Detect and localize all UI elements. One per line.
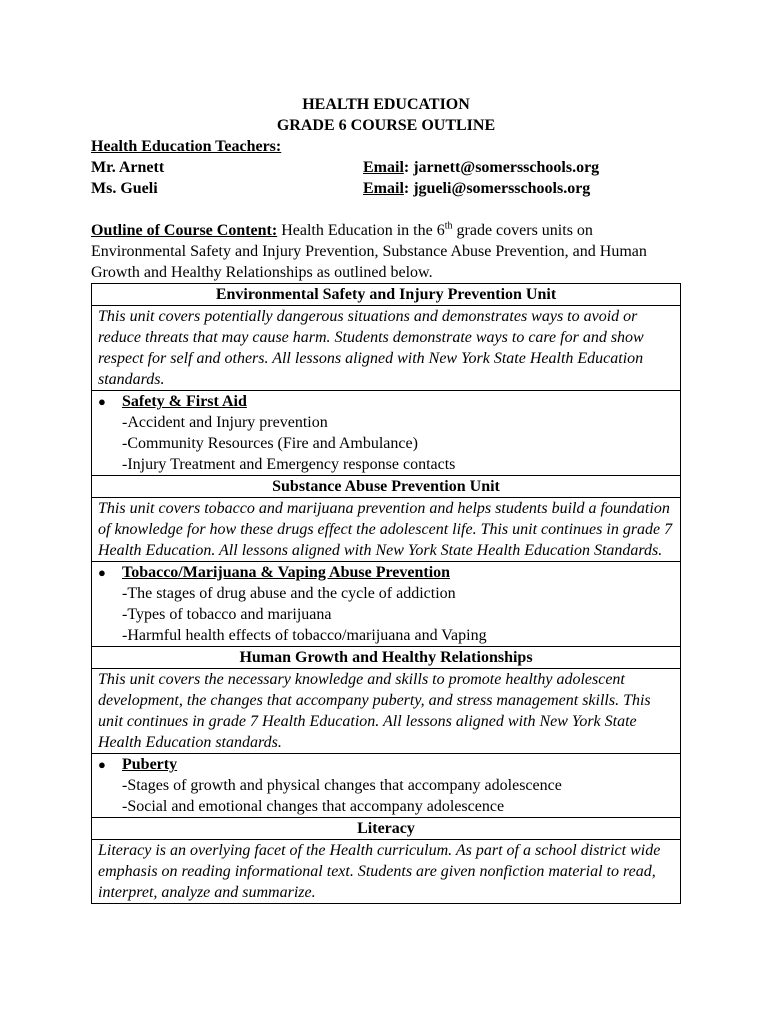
- teacher-email[interactable]: : jgueli@somersschools.org: [403, 180, 591, 197]
- unit-title: Human Growth and Healthy Relationships: [92, 647, 681, 669]
- unit-title: Substance Abuse Prevention Unit: [92, 476, 681, 498]
- topic-title: Tobacco/Marijuana & Vaping Abuse Prevention: [122, 564, 451, 581]
- unit-description: This unit covers the necessary knowledge and skills to promote healthy adolescent development, the changes that accompany puberty, and stress management skills. This unit continues in grade 7 Health Education. All lessons aligned with New York State Health Education standards.: [92, 669, 681, 754]
- document-page: [91, 94, 681, 904]
- topic-item: -Stages of growth and physical changes that accompany adolescence: [122, 777, 562, 794]
- teacher-email-line: [363, 157, 599, 178]
- table-row: [92, 498, 681, 562]
- unit-topics: [92, 754, 681, 818]
- outline-text-b: grade covers units on Environmental Safety and Injury Prevention, Substance Abuse Prevention, and Human Growth and Healthy Relationships as outlined below.: [91, 222, 647, 281]
- outline-text-a: Health Education in the 6: [277, 222, 445, 239]
- bullet-icon: ●: [98, 565, 106, 580]
- table-row: [92, 754, 681, 818]
- topic-bullet-line: [98, 391, 674, 412]
- teacher-email-line: [363, 178, 590, 199]
- table-row: [92, 669, 681, 754]
- teachers-heading: Health Education Teachers:: [91, 138, 282, 155]
- topic-bullet-line: [98, 754, 674, 775]
- unit-description: Literacy is an overlying facet of the Health curriculum. As part of a school district wide emphasis on reading informational text. Students are given nonfiction material to read, interpret, analyze and summarize.: [92, 840, 681, 904]
- unit-description: This unit covers tobacco and marijuana prevention and helps students build a foundation of knowledge for how these drugs effect the adolescent life. This unit continues in grade 7 Health Education. All lessons aligned with New York State Health Education Standards.: [92, 498, 681, 562]
- course-outline-intro: [91, 220, 681, 283]
- unit-topics: [92, 391, 681, 476]
- table-row: [92, 562, 681, 647]
- topic-item: -Community Resources (Fire and Ambulance): [122, 435, 418, 452]
- teacher-row: [91, 157, 681, 178]
- email-label: Email: [363, 159, 404, 176]
- teacher-name: Ms. Gueli: [91, 180, 158, 197]
- table-row: [92, 284, 681, 306]
- topic-item: -Social and emotional changes that accompany adolescence: [122, 798, 505, 815]
- table-row: [92, 476, 681, 498]
- outline-superscript: th: [444, 220, 453, 232]
- document-title: HEALTH EDUCATION: [302, 96, 470, 113]
- unit-topics: [92, 562, 681, 647]
- unit-description: This unit covers potentially dangerous situations and demonstrates ways to avoid or reduce threats that may cause harm. Students demonstrate ways to care for and show respect for self and others. All lessons aligned with New York State Health Education standards.: [92, 306, 681, 391]
- table-row: [92, 818, 681, 840]
- bullet-icon: ●: [98, 394, 106, 409]
- table-row: [92, 647, 681, 669]
- topic-title: Puberty: [122, 756, 178, 773]
- unit-title: Environmental Safety and Injury Prevention Unit: [92, 284, 681, 306]
- table-row: [92, 840, 681, 904]
- topic-item: -Harmful health effects of tobacco/marijuana and Vaping: [122, 627, 487, 644]
- email-label: Email: [363, 180, 404, 197]
- teacher-email[interactable]: : jarnett@somersschools.org: [403, 159, 600, 176]
- topic-title: Safety & First Aid: [122, 393, 247, 410]
- topic-item: -Injury Treatment and Emergency response contacts: [122, 456, 456, 473]
- teacher-name: Mr. Arnett: [91, 159, 165, 176]
- topic-bullet-line: [98, 562, 674, 583]
- table-row: [92, 306, 681, 391]
- outline-label: Outline of Course Content:: [91, 222, 278, 239]
- topic-item: -Types of tobacco and marijuana: [122, 606, 332, 623]
- bullet-icon: ●: [98, 757, 106, 772]
- topic-item: -Accident and Injury prevention: [122, 414, 328, 431]
- teacher-row: [91, 178, 681, 199]
- document-subtitle: GRADE 6 COURSE OUTLINE: [276, 117, 496, 134]
- topic-item: -The stages of drug abuse and the cycle of addiction: [122, 585, 456, 602]
- unit-title: Literacy: [92, 818, 681, 840]
- units-table: [91, 283, 681, 904]
- table-row: [92, 391, 681, 476]
